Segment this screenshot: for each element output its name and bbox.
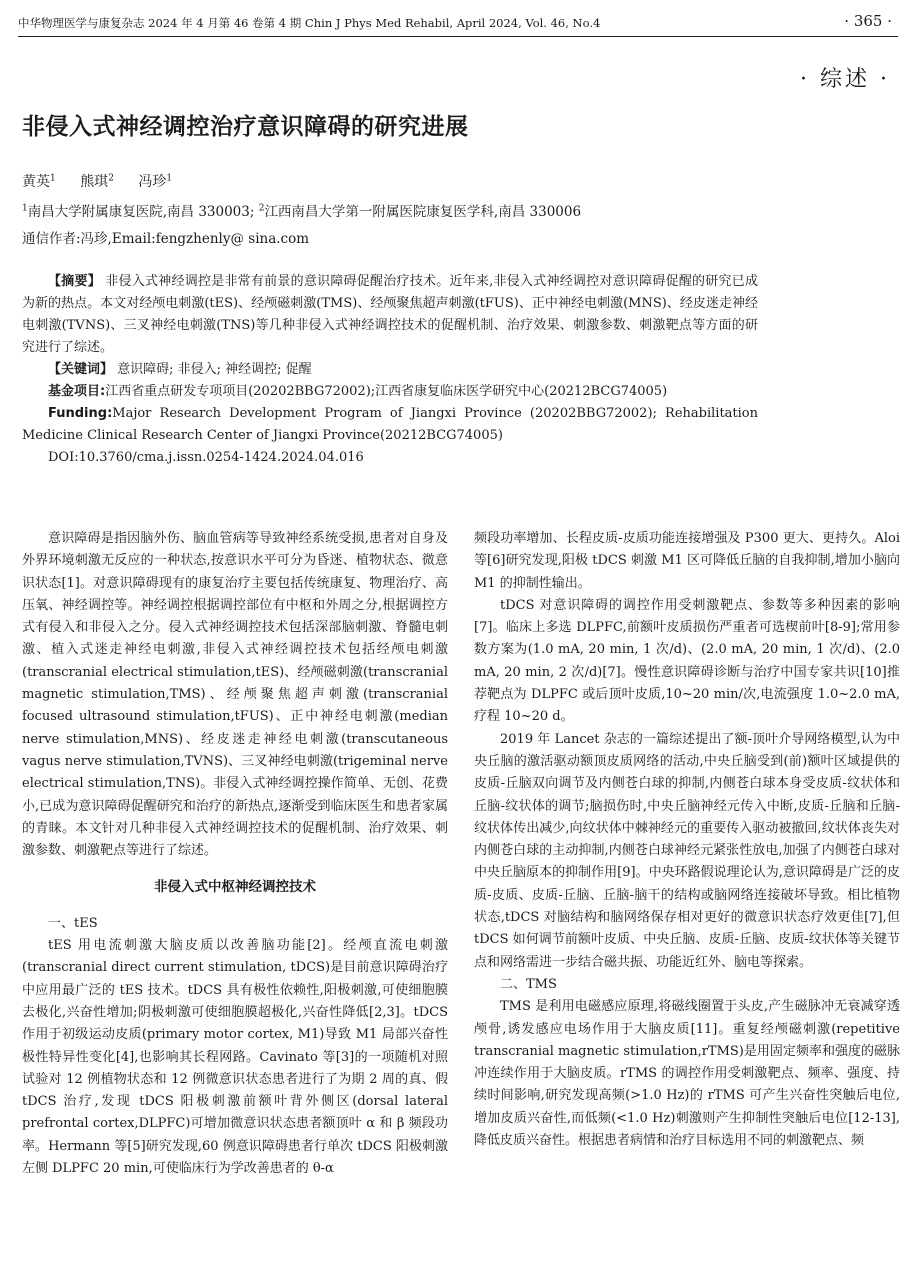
article-title: 非侵入式神经调控治疗意识障碍的研究进展 [22,114,469,140]
subsection-heading: 一、tES [48,915,98,931]
body-paragraph: 频段功率增加、长程皮质-皮质功能连接增强及 P300 更大、更持久。Aloi 等[6]研究发现,阳极 tDCS 刺激 M1 区可降低丘脑的自我抑制,增加小脑向 M1 的抑制性输出。 [474,531,900,591]
affiliations [22,200,581,220]
author [22,174,56,190]
abstract-text: 非侵入式神经调控是非常有前景的意识障碍促醒治疗技术。近年来,非侵入式神经调控对意识障碍促醒的研究已成为新的热点。本文对经颅电刺激(tES)、经颅磁刺激(TMS)、经颅聚焦超声刺激(tFUS)、正中神经电刺激(MNS)、经皮迷走神经电刺激(TVNS)、三叉神经电刺激(TNS)等几种非侵入式神经调控技术的促醒机制、治疗效果、刺激参数、刺激靶点等方面的研究进行了综述。 [22,274,758,355]
funding-cn-text: 江西省重点研发专项项目(20202BBG72002);江西省康复临床医学研究中心(20212BCG74005) [105,384,668,399]
abstract [22,271,758,359]
section-heading: 非侵入式中枢神经调控技术 [154,879,316,896]
abstract-block [22,271,758,469]
funding-cn [22,381,758,403]
body-paragraph: 意识障碍是指因脑外伤、脑血管病等导致神经系统受损,患者对自身及外界环境刺激无反应的一种状态,按意识水平可分为昏迷、植物状态、微意识状态[1]。对意识障碍现有的康复治疗主要包括传统康复、物理治疗、高压氧、神经调控等。神经调控根据调控部位有中枢和外周之分,根据调控方式有侵入和非侵入之分。侵入式神经调控技术包括深部脑刺激、脊髓电刺激、植入式迷走神经电刺激,非侵入式神经调控技术包括经颅电刺激(transcranial electrical stimulation,tES)、经颅磁刺激(transcranial magnetic stimulation,TMS)、经颅聚焦超声刺激(transcranial focused ultrasound stimulation,tFUS)、正中神经电刺激(median nerve stimulation,MNS)、经皮迷走神经电刺激(transcutaneous vagus nerve stimulation,TVNS)、三叉神经电刺激(trigeminal nerve electrical stimulation,TNS)。非侵入式神经调控操作简单、无创、花费小,已成为意识障碍促醒研究和治疗的新热点,逐渐受到临床医生和患者家属的青睐。本文针对几种非侵入式神经调控技术的促醒机制、治疗效果、刺激参数、刺激靶点等进行了综述。 [22,531,448,859]
funding-en-text: Major Research Development Program of Jiangxi Province (20202BBG72002); Rehabilitation Medicine Clinical Research Center of Jiangxi Province(20212BCG74005) [22,406,758,443]
author-name: 黄英 [22,174,50,190]
author [80,174,114,190]
author-affiliation-mark: 1 [50,173,56,184]
affiliation-mark: 2 [258,203,265,214]
author-name: 熊琪 [80,174,109,190]
keywords-text: 意识障碍; 非侵入; 神经调控; 促醒 [113,362,312,377]
body-paragraph: 2019 年 Lancet 杂志的一篇综述提出了额-顶叶介导网络模型,认为中央丘脑的激活驱动额顶皮质网络的活动,中央丘脑受到(前)额叶区域提供的皮质-丘脑双向调节及内侧苍白球的抑制,内侧苍白球本身受皮质-纹状体和丘脑-纹状体的调节;脑损伤时,中央丘脑神经元传入中断,皮质-丘脑和丘脑-纹状体传出减少,向纹状体中棘神经元的重要传入驱动被撤回,纹状体丧失对内侧苍白球的主动抑制,内侧苍白球神经元紧张性放电,加强了内侧苍白球对中央丘脑原本的抑制作用[9]。中央环路假说理论认为,意识障碍是广泛的皮质-皮质、皮质-丘脑、丘脑-脑干的结构或脑网络连接破坏导致。相比植物状态,tDCS 对脑结构和脑网络保存相对更好的微意识状态疗效更佳[7],但 tDCS 如何调节前额叶皮质、中央丘脑、皮质-丘脑、皮质-纹状体等关键节点和网络需进一步结合磁共振、功能近红外、脑电等探索。 [474,731,900,970]
body-paragraph: TMS 是利用电磁感应原理,将磁线圈置于头皮,产生磁脉冲无衰减穿透颅骨,诱发感应电场作用于大脑皮质[11]。重复经颅磁刺激(repetitive transcranial magnetic stimulation,rTMS)是用固定频率和强度的磁脉冲连续作用于大脑皮质。rTMS 的调控作用受刺激靶点、频率、强度、持续时间影响,研究发现高频(>1.0 Hz)的 rTMS 可产生兴奋性突触后电位,增加皮质兴奋性,而低频(<1.0 Hz)刺激则产生抑制性突触后电位[12-13],降低皮质兴奋性。根据患者病情和治疗目标选用不同的刺激靶点、频 [474,999,900,1149]
affiliation-2: 江西南昌大学第一附属医院康复医学科,南昌 330006 [264,204,582,220]
subsection-heading: 二、TMS [500,976,557,992]
page-number: · 365 · [844,12,892,30]
funding-cn-label: 基金项目: [48,384,106,399]
keywords-label: 【关键词】 [48,362,114,377]
keywords [22,359,758,381]
author-affiliation-mark: 1 [166,173,173,184]
running-header [18,14,898,37]
funding-en [22,403,758,447]
right-column [474,528,900,1152]
author [138,174,172,190]
author-affiliation-mark: 2 [108,173,114,184]
body-paragraph: tDCS 对意识障碍的调控作用受刺激靶点、参数等多种因素的影响[7]。临床上多选 DLPFC,前额叶皮质损伤严重者可选楔前叶[8-9];常用参数方案为(1.0 mA, 20 min, 1 次/d)、(2.0 mA, 20 min, 1 次/d)、(2.0 mA, 20 min, 2 次/d)[7]。慢性意识障碍诊断与治疗中国专家共识[10]推荐靶点为 DLPFC 或后顶叶皮质,10~20 min/次,电流强度 1.0~2.0 mA,疗程 10~20 d。 [474,597,900,725]
affiliation-1: 南昌大学附属康复医院,南昌 330003; [27,204,255,220]
body-paragraph: tES 用电流刺激大脑皮质以改善脑功能[2]。经颅直流电刺激(transcranial direct current stimulation, tDCS)是目前意识障碍治疗中应用最广泛的 tES 技术。tDCS 具有极性依赖性,阳极刺激,可使细胞膜去极化,兴奋性增加;阴极刺激可使细胞膜超极化,兴奋性降低[2,3]。tDCS 作用于初级运动皮质(primary motor cortex, M1)导致 M1 局部兴奋性极性特异性变化[4],也影响其长程网路。Cavinato 等[3]的一项随机对照试验对 12 例植物状态和 12 例微意识状态患者进行了为期 2 周的真、假 tDCS 治疗,发现 tDCS 阳极刺激前额叶背外侧区(dorsal lateral prefrontal cortex,DLPFC)可增加微意识状态患者额顶叶 α 和 β 频段功率。Hermann 等[5]研究发现,60 例意识障碍患者行单次 tDCS 阳极刺激左侧 DLPFC 20 min,可使临床行为学改善患者的 θ-α [22,938,448,1177]
abstract-label: 【摘要】 [48,274,101,289]
journal-citation: 中华物理医学与康复杂志 2024 年 4 月第 46 卷第 4 期 Chin J Phys Med Rehabil, April 2024, Vol. 46, No.4 [18,16,601,30]
section-tag: · 综述 · [800,67,890,92]
doi: DOI:10.3760/cma.j.issn.0254-1424.2024.04.016 [48,450,364,465]
left-column [22,528,448,1180]
correspondence: 通信作者:冯珍,Email:fengzhenly@ sina.com [22,231,310,247]
funding-en-label: Funding: [48,406,113,421]
author-list [22,171,192,191]
affiliation-mark: 1 [22,203,28,214]
author-name: 冯珍 [138,174,167,190]
